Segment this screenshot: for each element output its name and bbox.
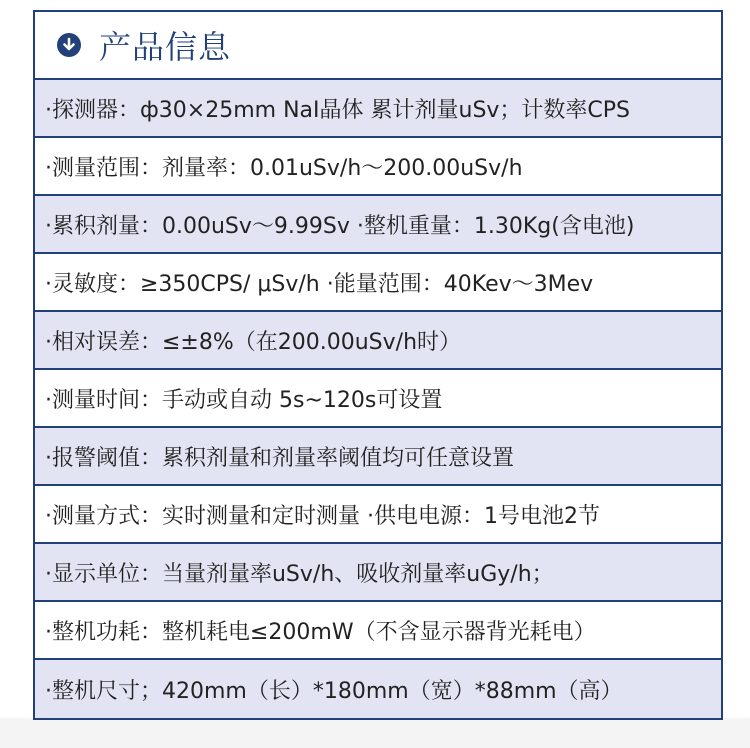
spec-row-relative-error: ·相对误差：≤±8%（在200.00uSv/h时）: [35, 312, 721, 370]
spec-list: [35, 80, 721, 718]
spec-row-dimensions: ·整机尺寸；420mm（长）*180mm（宽）*88mm（高）: [35, 660, 721, 718]
spec-row-power-consumption: ·整机功耗：整机耗电≤200mW（不含显示器背光耗电）: [35, 602, 721, 660]
spec-row-detector: ·探测器：ф30×25mm NaI晶体 累计剂量uSv；计数率CPS: [35, 80, 721, 138]
product-info-panel: [33, 10, 723, 720]
spec-row-display-unit: ·显示单位：当量剂量率uSv/h、吸收剂量率uGy/h；: [35, 544, 721, 602]
panel-header: [35, 12, 721, 80]
spec-row-cumulative-dose: ·累积剂量：0.00uSv～9.99Sv ·整机重量：1.30Kg(含电池): [35, 196, 721, 254]
download-circle-icon: [57, 33, 81, 57]
spec-row-sensitivity: ·灵敏度：≥350CPS/ μSv/h ·能量范围：40Kev～3Mev: [35, 254, 721, 312]
page-title: 产品信息: [99, 28, 232, 66]
spec-row-measure-mode: ·测量方式：实时测量和定时测量 ·供电电源：1号电池2节: [35, 486, 721, 544]
spec-row-measure-time: ·测量时间：手动或自动 5s~120s可设置: [35, 370, 721, 428]
spec-row-measure-range: ·测量范围：剂量率：0.01uSv/h～200.00uSv/h: [35, 138, 721, 196]
spec-row-alarm-threshold: ·报警阈值：累积剂量和剂量率阈值均可任意设置: [35, 428, 721, 486]
